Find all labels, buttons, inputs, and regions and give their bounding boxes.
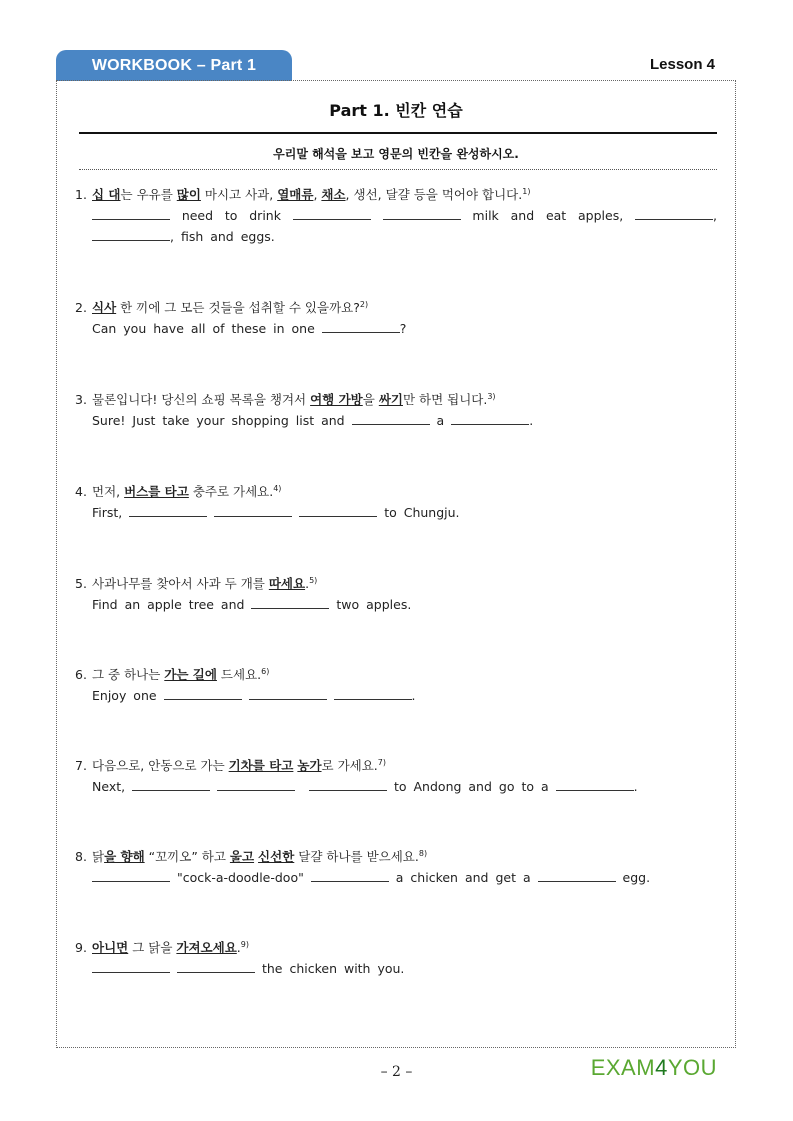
exercise-item-3 (75, 390, 717, 431)
korean-sentence: 9. 아니면 그 닭을 가져오세요.$^{9)}$ (75, 939, 249, 955)
english-sentence: Find an apple tree and two apples. (92, 597, 412, 612)
english-sentence: need to drink milk and eat apples, , , fish and eggs. (75, 205, 717, 247)
english-sentence: "cock-a-doodle-doo" a chicken and get a egg. (75, 867, 717, 888)
exercise-item-4 (75, 482, 717, 523)
english-sentence: Can you have all of these in one ? (92, 321, 407, 336)
instruction-text: 우리말 해석을 보고 영문의 빈칸을 완성하시오. (273, 147, 519, 161)
instruction-divider (79, 169, 717, 170)
exercise-item-5 (75, 574, 717, 615)
english-sentence: Enjoy one . (92, 688, 416, 703)
english-sentence: the chicken with you. (75, 958, 717, 979)
page-number: – 2 – (380, 1064, 413, 1080)
page-title: Part 1. 빈칸 연습 (329, 101, 463, 120)
korean-sentence: 6. 그 중 하나는 가는 길에 드세요.$^{6)}$ (75, 666, 270, 682)
korean-sentence: 3. 물론입니다! 당신의 쇼핑 목록을 챙겨서 여행 가방을 싸기만 하면 됩니다.$^{3)}$ (75, 391, 496, 407)
title-divider (79, 132, 717, 134)
english-sentence: Next, to Andong and go to a . (92, 779, 638, 794)
korean-sentence: 4. 먼저, 버스를 타고 충주로 가세요.$^{4)}$ (75, 483, 282, 499)
korean-sentence: 1. 십 대는 우유를 많이 마시고 사과, 열매류, 채소, 생선, 달걀 등을 먹어야 합니다.$^{1)}$ (75, 186, 531, 202)
exercise-item-8 (75, 847, 717, 888)
korean-sentence: 2. 식사 한 끼에 그 모든 것들을 섭취할 수 있을까요?$^{2)}$ (75, 299, 369, 315)
exercise-item-9 (75, 938, 717, 979)
exam4you-logo: EXAM4YOU (590, 1055, 717, 1080)
workbook-tab: WORKBOOK – Part 1 (56, 50, 292, 81)
exercise-item-6 (75, 665, 717, 706)
english-sentence: First, to Chungju. (92, 505, 460, 520)
exercise-item-1 (75, 185, 717, 247)
korean-sentence: 5. 사과나무를 찾아서 사과 두 개를 따세요.$^{5)}$ (75, 575, 318, 591)
korean-sentence: 7. 다음으로, 안동으로 가는 기차를 타고 농가로 가세요.$^{7)}$ (75, 757, 386, 773)
lesson-label: Lesson 4 (649, 56, 715, 73)
exercise-item-7 (75, 756, 717, 797)
english-sentence: Sure! Just take your shopping list and a . (92, 413, 534, 428)
korean-sentence: 8. 닭을 향해 “꼬끼오” 하고 울고 신선한 달걀 하나를 받으세요.$^{8)}$ (75, 848, 428, 864)
exercise-item-2 (75, 298, 717, 339)
